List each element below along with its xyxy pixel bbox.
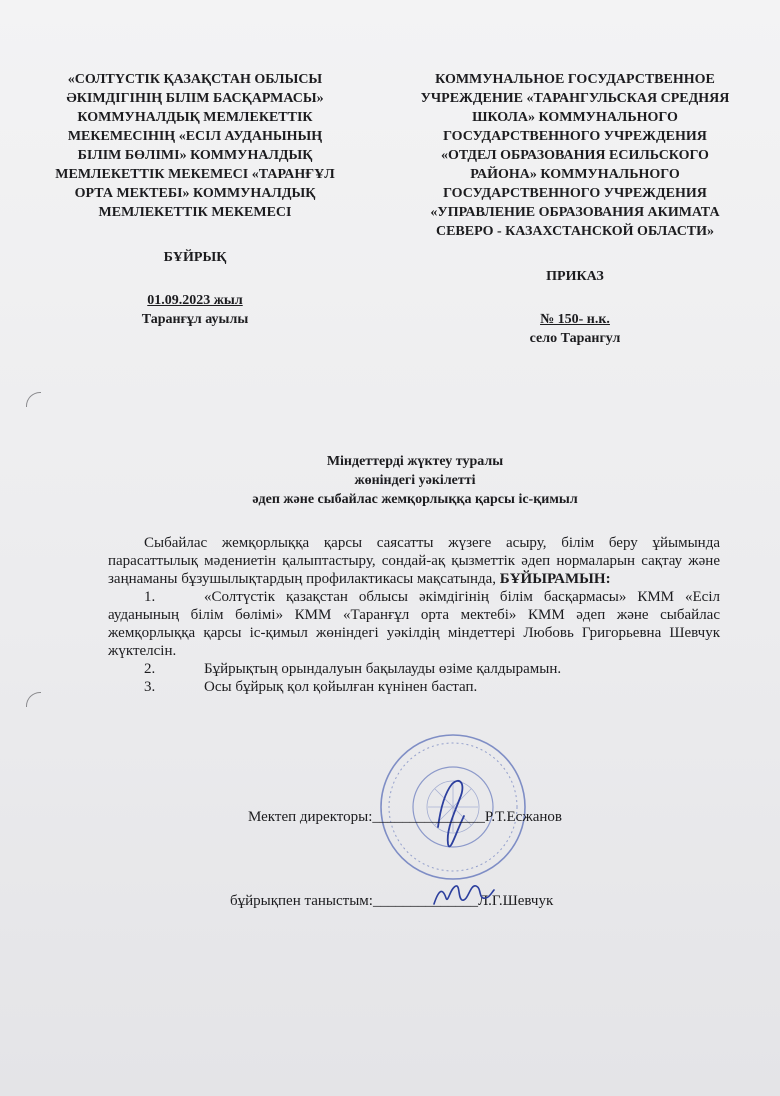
director-signature-blank: _______________ xyxy=(372,809,485,825)
handwritten-signature-icon xyxy=(428,874,498,914)
punch-hole-mark xyxy=(26,392,41,407)
doc-type-russian: ПРИКАЗ xyxy=(546,269,604,284)
place-russian: село Тарангул xyxy=(529,331,621,346)
order-item xyxy=(108,660,720,678)
order-date: 01.09.2023 жыл xyxy=(147,293,243,308)
director-signature-line xyxy=(248,808,562,826)
order-number: № 150- н.к. xyxy=(540,312,610,327)
item-number: 3. xyxy=(144,679,156,695)
org-name-russian: КОММУНАЛЬНОЕ ГОСУДАРСТВЕННОЕ УЧРЕЖДЕНИЕ «ТАРАНГУЛЬСКАЯ СРЕДНЯЯ ШКОЛА» КОММУНАЛЬНОГО ГОСУДАРСТВЕННОГО УЧРЕЖДЕНИЯ «ОТДЕЛ ОБРАЗОВАНИЯ ЕСИЛЬСКОГО РАЙОНА» КОММУНАЛЬНОГО ГОСУДАРСТВЕННОГО УЧРЕЖДЕНИЯ «УПРАВЛЕНИЕ ОБРАЗОВАНИЯ АКИМАТА СЕВЕРО - КАЗАХСТАНСКОЙ ОБЛАСТИ» xyxy=(420,72,730,239)
place-kazakh: Таранғұл ауылы xyxy=(141,312,249,327)
order-title-line-2: жөніндегі уәкілетті xyxy=(354,473,476,488)
order-item xyxy=(108,678,720,696)
order-title-line-1: Міндеттерді жүктеу туралы xyxy=(326,454,504,469)
item-number: 2. xyxy=(144,661,156,677)
header-kazakh xyxy=(45,70,345,329)
item-text: «Солтүстік қазақстан облысы әкімдігінің білім басқармасы» КММ «Есіл ауданының білім бөлімі» КММ «Таранғұл орта мектебі» КММ әдеп және сыбайлас жемқорлыққа қарсы іс-қимыл жөніндегі уәкілдің міндеттері Любовь Григорьевна Шевчук жүктелсін. xyxy=(108,589,720,659)
director-name: Р.Т.Есжанов xyxy=(484,809,562,825)
item-text: Осы бұйрық қол қойылған күнінен бастап. xyxy=(204,679,478,695)
order-title-line-3: әдеп және сыбайлас жемқорлыққа қарсы іс-қимыл xyxy=(252,492,578,507)
punch-hole-mark xyxy=(26,692,41,707)
preamble-paragraph xyxy=(108,534,720,588)
org-name-kazakh: «СОЛТҮСТІК ҚАЗАҚСТАН ОБЛЫСЫ ӘКІМДІГІНІҢ БІЛІМ БАСҚАРМАСЫ» КОММУНАЛДЫҚ МЕМЛЕКЕТТІК МЕКЕМЕСІНІҢ «ЕСІЛ АУДАНЫНЫҢ БІЛІМ БӨЛІМІ» КОММУНАЛДЫҚ МЕМЛЕКЕТТІК МЕКЕМЕСІ «ТАРАНҒҰЛ ОРТА МЕКТЕБІ» КОММУНАЛДЫҚ МЕМЛЕКЕТТІК МЕКЕМЕСІ xyxy=(55,72,335,220)
acknowledgement-name: Л.Г.Шевчук xyxy=(477,893,554,909)
preamble-text: Сыбайлас жемқорлыққа қарсы саясатты жүзеге асыру, білім беру ұйымында парасаттылық мәдениетін қалыптастыру, сондай-ақ қызметтік әдеп нормаларын сақтау және заңнаманы бұзушылықтардың профилактикасы мақсатында, xyxy=(108,535,720,587)
order-item xyxy=(108,588,720,660)
acknowledgement-label: бұйрықпен таныстым: xyxy=(230,893,373,909)
order-word: БҰЙЫРАМЫН: xyxy=(499,571,611,587)
item-text: Бұйрықтың орындалуын бақылауды өзіме қалдырамын. xyxy=(204,661,562,677)
order-body xyxy=(108,534,720,696)
header-russian xyxy=(420,70,730,348)
acknowledgement-signature-blank: ______________ xyxy=(372,893,478,909)
director-label: Мектеп директоры: xyxy=(248,809,373,825)
official-seal-stamp xyxy=(378,732,528,882)
acknowledgement-line xyxy=(230,892,553,910)
item-number: 1. xyxy=(144,589,156,605)
doc-type-kazakh: БҰЙРЫҚ xyxy=(163,250,227,265)
